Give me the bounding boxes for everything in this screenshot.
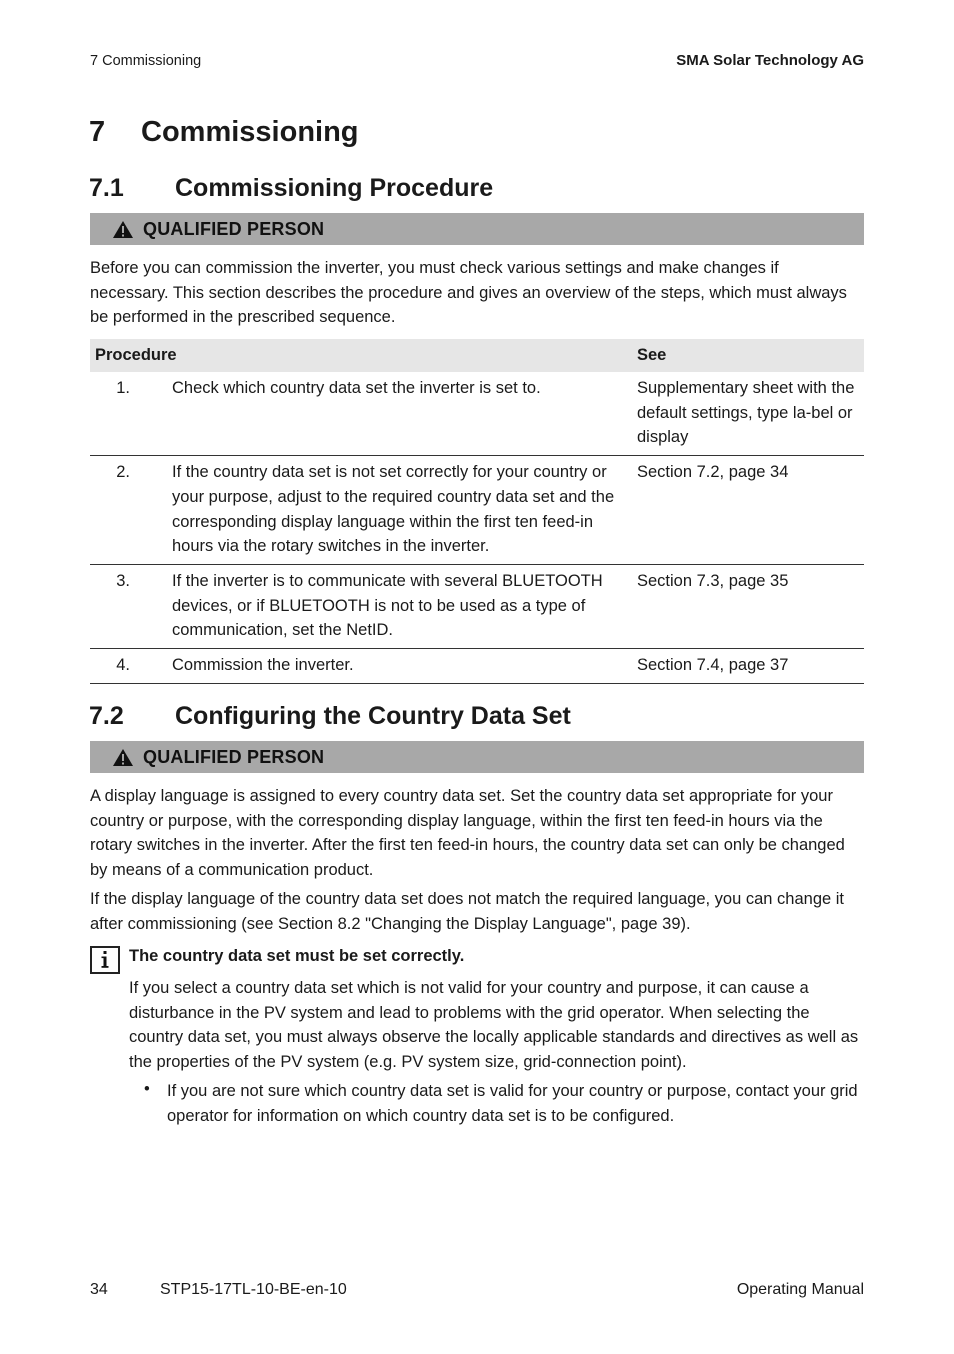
column-header-procedure: Procedure (90, 339, 632, 372)
info-text: If you select a country data set which is not valid for your country and purpose, it can cause a disturbance in the PV system and lead to problems with the grid operator. When selecting the country data set, you must always observe the locally applicable standards and directives as well as the properties of the PV system (e.g. PV system size, grid-connection point). (129, 979, 859, 1072)
step-reference: Section 7.2, page 34 (632, 456, 864, 565)
chapter-title: Commissioning (141, 116, 359, 148)
step-number: 4. (90, 649, 167, 684)
running-header-company: SMA Solar Technology AG (676, 52, 864, 69)
section-7-2-title: Configuring the Country Data Set (175, 702, 571, 730)
warning-triangle-icon (112, 748, 134, 767)
step-reference: Section 7.4, page 37 (632, 649, 864, 684)
warning-triangle-icon (112, 220, 134, 239)
document-type: Operating Manual (736, 1281, 864, 1298)
qualified-person-label: QUALIFIED PERSON (143, 218, 325, 239)
section-7-1-title: Commissioning Procedure (175, 174, 494, 202)
info-bullet-item: If you are not sure which country data set is valid for your country or purpose, contact your grid operator for information on which country data set is to be configured. (167, 1082, 858, 1125)
qualified-person-bar (90, 741, 864, 773)
section-7-1-number: 7.1 (89, 174, 124, 202)
document-id: STP15-17TL-10-BE-en-10 (160, 1281, 347, 1298)
chapter-number: 7 (89, 116, 106, 148)
table-row (90, 649, 864, 684)
step-number: 3. (90, 564, 167, 648)
step-number: 2. (90, 456, 167, 565)
section-7-2-paragraph-1: A display language is assigned to every country data set. Set the country data set appropriate for your country or purpose, with the corresponding display language, within the first ten feed-in hours via the rotary switches in the inverter. After the first ten feed-in hours, the country data set can only be changed by means of a communication product. (90, 787, 845, 880)
procedure-table (90, 339, 864, 684)
section-7-1-intro: Before you can commission the inverter, you must check various settings and make changes if necessary. This section describes the procedure and gives an overview of the steps, which must always be performed in the prescribed sequence. (90, 259, 847, 327)
section-7-1-heading (89, 174, 493, 203)
step-procedure: Check which country data set the inverter is set to. (167, 372, 632, 456)
step-procedure: If the country data set is not set correctly for your country or your purpose, adjust to the required country data set and the corresponding display language within the first ten feed-in hours via the rotary switches in the inverter. (167, 456, 632, 565)
info-icon (90, 946, 120, 974)
qualified-person-bar (90, 213, 864, 245)
section-7-2-number: 7.2 (89, 702, 124, 730)
step-procedure: If the inverter is to communicate with several BLUETOOTH devices, or if BLUETOOTH is not to be used as a type of communication, set the NetID. (167, 564, 632, 648)
section-7-2-paragraph-2: If the display language of the country data set does not match the required language, you can change it after commissioning (see Section 8.2 "Changing the Display Language", page 39). (90, 890, 845, 933)
table-header-row (90, 339, 864, 372)
running-header-section: 7 Commissioning (90, 53, 202, 69)
step-reference: Section 7.3, page 35 (632, 564, 864, 648)
section-7-2-heading (89, 702, 571, 731)
step-reference: Supplementary sheet with the default settings, type la-bel or display (632, 372, 864, 456)
info-title: The country data set must be set correctly. (129, 947, 465, 965)
table-row (90, 456, 864, 565)
column-header-see: See (632, 339, 864, 372)
table-row (90, 564, 864, 648)
chapter-heading (89, 116, 359, 149)
page-number: 34 (90, 1281, 108, 1298)
bullet-marker: • (144, 1080, 150, 1098)
step-procedure: Commission the inverter. (167, 649, 632, 684)
table-row (90, 372, 864, 456)
step-number: 1. (90, 372, 167, 456)
qualified-person-label: QUALIFIED PERSON (143, 746, 325, 767)
